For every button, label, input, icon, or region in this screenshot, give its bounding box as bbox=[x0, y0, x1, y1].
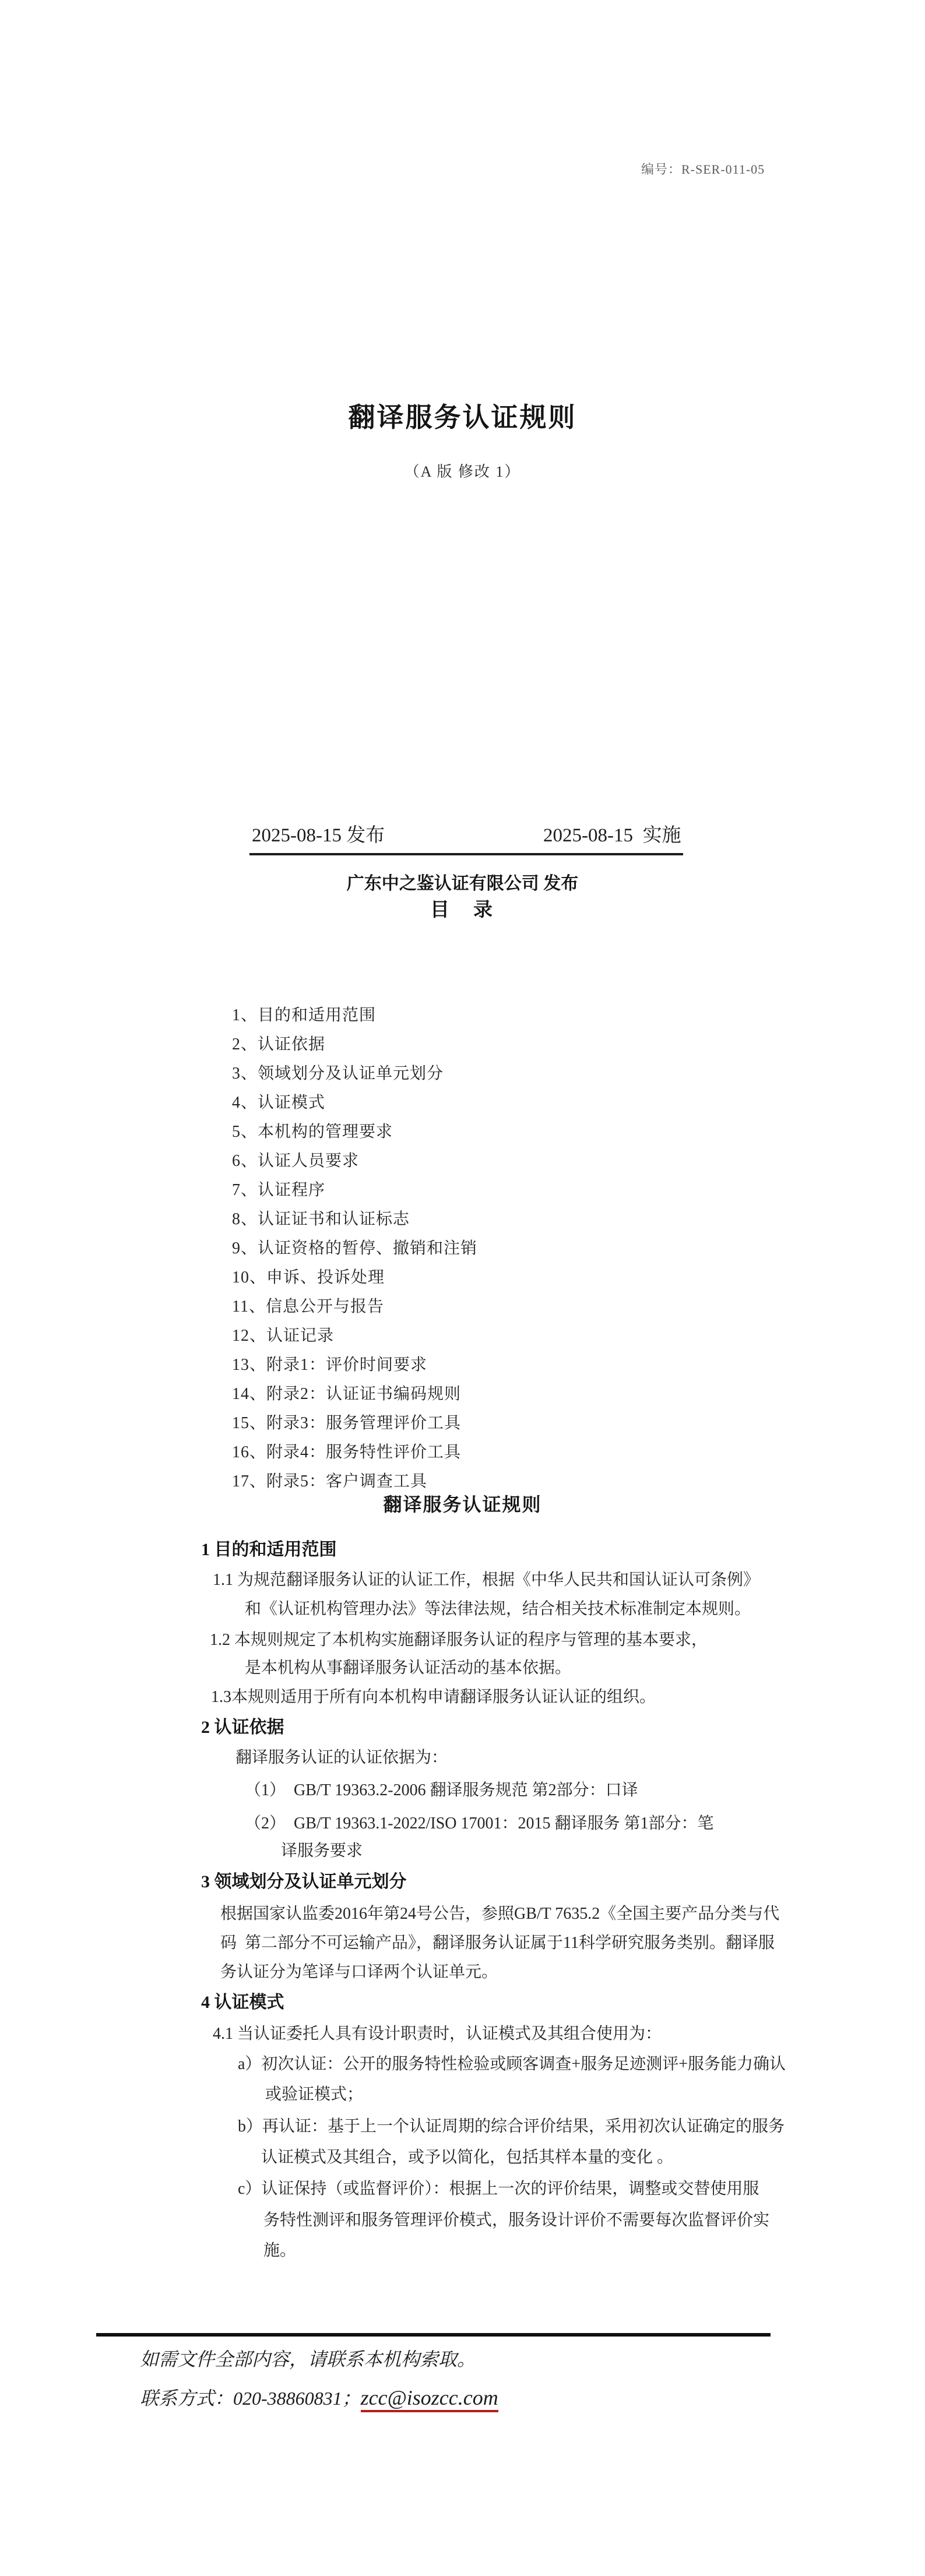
footer-note: 如需文件全部内容，请联系本机构索取。 bbox=[140, 2349, 476, 2370]
toc-item: 15、附录3：服务管理评价工具 bbox=[232, 1414, 462, 1432]
date-separator-rule bbox=[249, 853, 683, 855]
toc-item: 7、认证程序 bbox=[232, 1181, 326, 1199]
toc-item: 4、认证模式 bbox=[232, 1094, 326, 1112]
body-line: b）再认证：基于上一个认证周期的综合评价结果，采用初次认证确定的服务 bbox=[238, 2117, 785, 2135]
body-line: 务认证分为笔译与口译两个认证单元。 bbox=[220, 1963, 498, 1981]
footer-contact-prefix: 联系方式：020-38860831； bbox=[140, 2388, 361, 2409]
toc-item: 2、认证依据 bbox=[232, 1035, 326, 1053]
section-heading: 1 目的和适用范围 bbox=[201, 1540, 337, 1559]
section-heading: 2 认证依据 bbox=[201, 1718, 284, 1737]
body-line: 译服务要求 bbox=[281, 1842, 363, 1860]
document-title: 翻译服务认证规则 bbox=[348, 403, 577, 432]
toc-item: 12、认证记录 bbox=[232, 1327, 335, 1345]
toc-item: 5、本机构的管理要求 bbox=[232, 1123, 393, 1141]
body-line: 4.1 当认证委托人具有设计职责时，认证模式及其组合使用为： bbox=[213, 2025, 662, 2043]
toc-item: 6、认证人员要求 bbox=[232, 1152, 360, 1170]
toc-item: 11、信息公开与报告 bbox=[232, 1298, 384, 1316]
body-line: 翻译服务认证的认证依据为： bbox=[235, 1749, 448, 1767]
body-line: （1） GB/T 19363.2-2006 翻译服务规范 第2部分：口译 bbox=[245, 1781, 638, 1799]
toc-item: 8、认证证书和认证标志 bbox=[232, 1210, 410, 1228]
toc-item: 1、目的和适用范围 bbox=[232, 1006, 377, 1024]
footer-email-link[interactable]: zcc@isozcc.com bbox=[361, 2386, 498, 2412]
implement-date: 2025-08-15 实施 bbox=[543, 825, 681, 846]
body-line: 和《认证机构管理办法》等法律法规，结合相关技术标准制定本规则。 bbox=[245, 1600, 751, 1618]
body-line: 1.2 本规则规定了本机构实施翻译服务认证的程序与管理的基本要求， bbox=[210, 1631, 708, 1649]
toc-item: 17、附录5：客户调查工具 bbox=[232, 1472, 428, 1490]
publisher-line: 广东中之鉴认证有限公司 发布 bbox=[346, 874, 579, 893]
footer-rule bbox=[96, 2333, 771, 2337]
footer-contact bbox=[140, 2386, 498, 2410]
publish-date: 2025-08-15 发布 bbox=[252, 825, 385, 846]
body-line: （2） GB/T 19363.1-2022/ISO 17001：2015 翻译服务 第1部分：笔 bbox=[245, 1814, 714, 1833]
body-line: 1.1 为规范翻译服务认证的认证工作，根据《中华人民共和国认证认可条例》 bbox=[213, 1571, 760, 1589]
body-line: a）初次认证：公开的服务特性检验或顾客调查+服务足迹测评+服务能力确认 bbox=[238, 2055, 786, 2073]
toc-item: 13、附录1：评价时间要求 bbox=[232, 1356, 428, 1374]
doc-code: 编号：R-SER-011-05 bbox=[641, 162, 765, 177]
body-heading: 翻译服务认证规则 bbox=[383, 1494, 542, 1515]
toc-item: 14、附录2：认证证书编码规则 bbox=[232, 1385, 462, 1403]
body-line: c）认证保持（或监督评价）：根据上一次的评价结果，调整或交替使用服 bbox=[238, 2180, 759, 2198]
toc-item: 3、领域划分及认证单元划分 bbox=[232, 1065, 444, 1083]
body-line: 1.3本规则适用于所有向本机构申请翻译服务认证认证的组织。 bbox=[211, 1688, 656, 1706]
body-line: 或验证模式； bbox=[265, 2085, 364, 2103]
section-heading: 4 认证模式 bbox=[201, 1993, 284, 2012]
body-line: 码 第二部分不可运输产品》，翻译服务认证属于11科学研究服务类别。翻译服 bbox=[220, 1934, 775, 1952]
revision-label: （A 版 修改 1） bbox=[404, 463, 521, 480]
toc-item: 9、认证资格的暂停、撤销和注销 bbox=[232, 1239, 478, 1257]
section-heading: 3 领域划分及认证单元划分 bbox=[201, 1872, 407, 1891]
body-line: 是本机构从事翻译服务认证活动的基本依据。 bbox=[245, 1659, 572, 1677]
body-line: 施。 bbox=[263, 2242, 297, 2260]
toc-heading: 目 录 bbox=[430, 900, 495, 921]
toc-item: 10、申诉、投诉处理 bbox=[232, 1268, 385, 1287]
toc-item: 16、附录4：服务特性评价工具 bbox=[232, 1443, 462, 1461]
body-line: 根据国家认监委2016年第24号公告，参照GB/T 7635.2《全国主要产品分类与代 bbox=[220, 1905, 780, 1923]
body-line: 认证模式及其组合，或予以简化，包括其样本量的变化 。 bbox=[261, 2148, 674, 2166]
body-line: 务特性测评和服务管理评价模式，服务设计评价不需要每次监督评价实 bbox=[263, 2211, 770, 2229]
